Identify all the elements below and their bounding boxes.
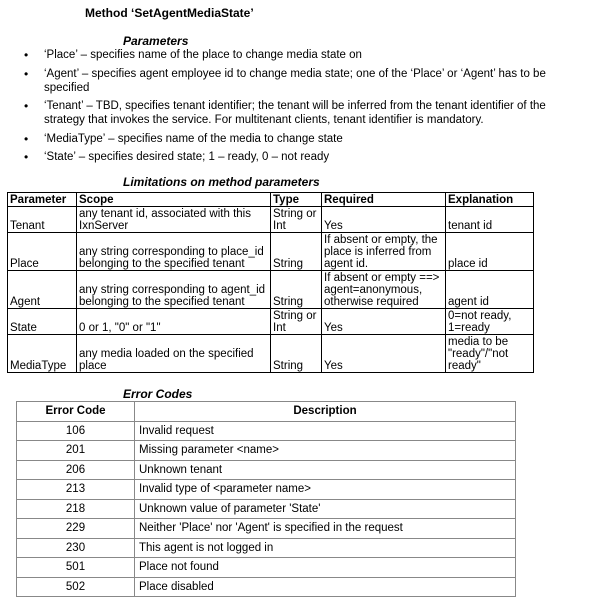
- column-header: Parameter: [8, 193, 77, 207]
- column-header: Error Code: [17, 402, 135, 422]
- limitations-table: [7, 192, 534, 373]
- error-description-cell: Invalid type of <parameter name>: [135, 480, 516, 500]
- table-row: [17, 421, 516, 441]
- column-header: Type: [271, 193, 322, 207]
- table-cell: Place: [8, 233, 77, 271]
- limitations-heading: Limitations on method parameters: [123, 175, 320, 189]
- error-description-cell: Invalid request: [135, 421, 516, 441]
- table-cell: agent id: [446, 271, 534, 309]
- table-row: [8, 309, 534, 335]
- table-cell: any string corresponding to place_id belonging to the specified tenant: [77, 233, 271, 271]
- table-row: [17, 441, 516, 461]
- parameters-heading: Parameters: [123, 34, 189, 48]
- table-cell: place id: [446, 233, 534, 271]
- table-cell: MediaType: [8, 335, 77, 373]
- error-description-cell: This agent is not logged in: [135, 538, 516, 558]
- column-header: Description: [135, 402, 516, 422]
- page-title: Method ‘SetAgentMediaState’: [85, 6, 254, 20]
- table-cell: any media loaded on the specified place: [77, 335, 271, 373]
- table-cell: String or Int: [271, 309, 322, 335]
- error-code-cell: 229: [17, 519, 135, 539]
- table-cell: Yes: [322, 335, 446, 373]
- error-code-cell: 502: [17, 577, 135, 597]
- table-cell: If absent or empty ==> agent=anonymous, otherwise required: [322, 271, 446, 309]
- table-row: [17, 538, 516, 558]
- error-code-cell: 218: [17, 499, 135, 519]
- table-row: [8, 233, 534, 271]
- table-row: [8, 271, 534, 309]
- table-cell: String: [271, 335, 322, 373]
- table-row: [8, 207, 534, 233]
- error-code-cell: 501: [17, 558, 135, 578]
- column-header: Scope: [77, 193, 271, 207]
- table-row: [17, 460, 516, 480]
- error-description-cell: Place disabled: [135, 577, 516, 597]
- table-row: [8, 335, 534, 373]
- table-row: [17, 558, 516, 578]
- parameter-item: • ‘Place’ – specifies name of the place to change media state on: [0, 48, 595, 62]
- parameters-list: [0, 48, 595, 169]
- error-codes-heading: Error Codes: [123, 387, 193, 401]
- error-code-cell: 213: [17, 480, 135, 500]
- parameter-item: • ‘Agent’ – specifies agent employee id to change media state; one of the ‘Place’ or ‘Agent’ has to be specified: [0, 67, 595, 95]
- error-description-cell: Unknown value of parameter 'State': [135, 499, 516, 519]
- error-codes-table: [16, 401, 516, 597]
- parameter-item: • ‘MediaType’ – specifies name of the media to change state: [0, 132, 595, 146]
- error-description-cell: Neither 'Place' nor 'Agent' is specified in the request: [135, 519, 516, 539]
- table-cell: 0=not ready, 1=ready: [446, 309, 534, 335]
- error-code-cell: 230: [17, 538, 135, 558]
- table-cell: String: [271, 233, 322, 271]
- table-row: [17, 519, 516, 539]
- table-row: [17, 577, 516, 597]
- column-header: Explanation: [446, 193, 534, 207]
- table-row: [17, 499, 516, 519]
- error-code-cell: 206: [17, 460, 135, 480]
- table-cell: Tenant: [8, 207, 77, 233]
- table-cell: any string corresponding to agent_id belonging to the specified tenant: [77, 271, 271, 309]
- error-description-cell: Place not found: [135, 558, 516, 578]
- table-cell: Yes: [322, 207, 446, 233]
- table-cell: Yes: [322, 309, 446, 335]
- table-header-row: [8, 193, 534, 207]
- column-header: Required: [322, 193, 446, 207]
- table-cell: 0 or 1, "0" or "1": [77, 309, 271, 335]
- error-code-cell: 201: [17, 441, 135, 461]
- table-cell: media to be "ready"/"not ready": [446, 335, 534, 373]
- parameter-item: • ‘State’ – specifies desired state; 1 – ready, 0 – not ready: [0, 150, 595, 164]
- table-header-row: [17, 402, 516, 422]
- table-cell: String or Int: [271, 207, 322, 233]
- table-cell: If absent or empty, the place is inferred from agent id.: [322, 233, 446, 271]
- table-cell: any tenant id, associated with this IxnServer: [77, 207, 271, 233]
- error-code-cell: 106: [17, 421, 135, 441]
- table-row: [17, 480, 516, 500]
- table-cell: tenant id: [446, 207, 534, 233]
- error-description-cell: Unknown tenant: [135, 460, 516, 480]
- parameter-item: • ‘Tenant’ – TBD, specifies tenant identifier; the tenant will be inferred from the tenant identifier of the strategy that invokes the service. For multitenant clients, tenant identifier is mandatory.: [0, 99, 595, 127]
- table-cell: State: [8, 309, 77, 335]
- error-description-cell: Missing parameter <name>: [135, 441, 516, 461]
- table-cell: Agent: [8, 271, 77, 309]
- table-cell: String: [271, 271, 322, 309]
